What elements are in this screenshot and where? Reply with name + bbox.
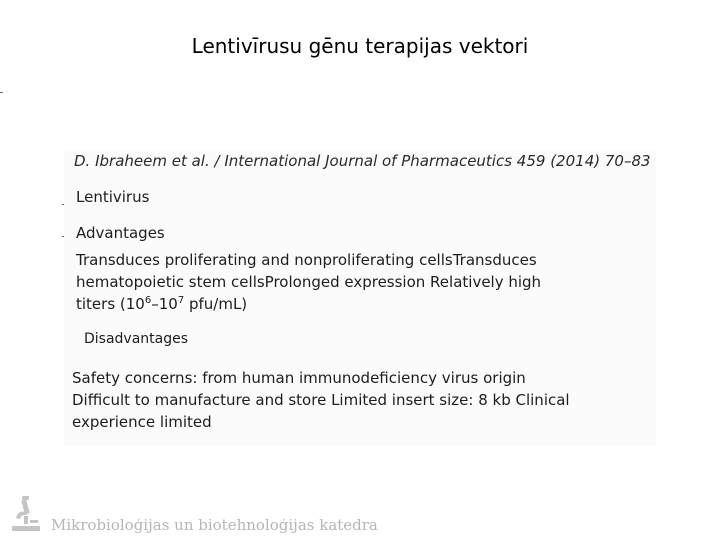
citation: D. Ibraheem et al. / International Journal of Pharmaceutics 459 (2014) 70–83 bbox=[74, 152, 651, 170]
disadvantages-line: Difficult to manufacture and store Limited insert size: 8 kb Clinical bbox=[72, 391, 570, 409]
titer-exponent: 6 bbox=[144, 295, 152, 306]
advantages-heading: Advantages bbox=[76, 224, 165, 242]
microscope-icon bbox=[8, 494, 44, 534]
excerpt-panel bbox=[64, 150, 656, 446]
advantages-line: Transduces proliferating and nonproliferating cellsTransduces bbox=[76, 251, 537, 269]
disadvantages-heading: Disadvantages bbox=[84, 331, 189, 347]
titer-suffix: pfu/mL) bbox=[184, 295, 248, 313]
disadvantages-line: Safety concerns: from human immunodeficiency virus origin bbox=[72, 369, 526, 387]
department-name: Mikrobioloģijas un biotehnoloģijas katedra bbox=[51, 516, 378, 534]
titer-mid: –10 bbox=[151, 295, 178, 313]
footer bbox=[8, 494, 428, 534]
disadvantages-line: experience limited bbox=[72, 413, 212, 431]
vector-name: Lentivirus bbox=[76, 188, 150, 206]
titer-prefix: titers (10 bbox=[76, 295, 145, 313]
edge-mark bbox=[0, 92, 3, 93]
titer-exponent: 7 bbox=[177, 295, 185, 306]
advantages-line bbox=[76, 295, 247, 313]
advantages-line: hematopoietic stem cellsProlonged expression Relatively high bbox=[76, 273, 542, 291]
slide-title: Lentivīrusu gēnu terapijas vektori bbox=[191, 34, 529, 58]
